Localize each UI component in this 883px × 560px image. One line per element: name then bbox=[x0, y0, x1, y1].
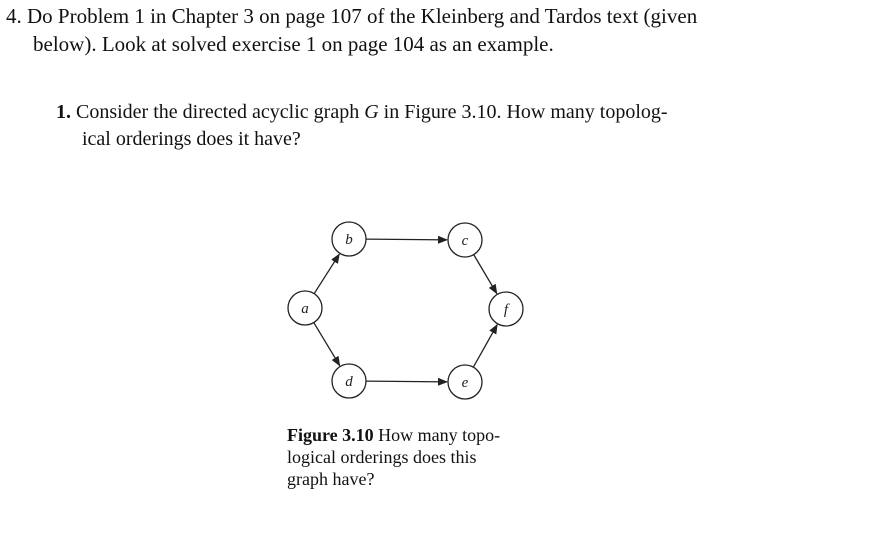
edge-c-f bbox=[474, 255, 497, 294]
node-f bbox=[489, 292, 523, 326]
node-label-f: f bbox=[503, 302, 509, 318]
edge-a-b bbox=[314, 254, 339, 293]
problem-text-part-1: Consider the directed acyclic graph bbox=[76, 101, 365, 123]
node-label-b: b bbox=[345, 232, 353, 248]
edge-a-d bbox=[314, 323, 340, 366]
edge-layer bbox=[314, 239, 497, 382]
problem-number: 1. bbox=[56, 101, 71, 123]
problem-text-part-2: in Figure 3.10. How many topolog- bbox=[378, 101, 668, 123]
caption-line-2: logical orderings does this bbox=[287, 447, 477, 467]
node-label-e: e bbox=[461, 375, 469, 391]
caption-line-1 bbox=[287, 424, 547, 446]
caption-figure-title: Figure 3.10 bbox=[287, 425, 374, 445]
problem-line-2: ical orderings does it have? bbox=[82, 128, 301, 150]
node-layer bbox=[288, 222, 523, 399]
caption-line-1-rest: How many topo- bbox=[373, 425, 501, 445]
figure-caption bbox=[287, 424, 547, 490]
edge-e-f bbox=[473, 325, 497, 367]
node-label-c: c bbox=[461, 233, 469, 249]
question-line-1: 4. Do Problem 1 in Chapter 3 on page 107 of the Kleinberg and Tardos text (given bbox=[6, 4, 698, 28]
node-a bbox=[288, 291, 322, 325]
node-b bbox=[332, 222, 366, 256]
edge-d-e bbox=[366, 381, 447, 382]
caption-line-3: graph have? bbox=[287, 469, 375, 489]
node-d bbox=[332, 364, 366, 398]
node-label-d: d bbox=[345, 374, 353, 390]
node-label-a: a bbox=[301, 301, 309, 317]
node-e bbox=[448, 365, 482, 399]
graph-variable: G bbox=[364, 101, 379, 123]
node-c bbox=[448, 223, 482, 257]
edge-b-c bbox=[366, 239, 447, 240]
question-line-2: below). Look at solved exercise 1 on page 104 as an example. bbox=[33, 32, 554, 56]
